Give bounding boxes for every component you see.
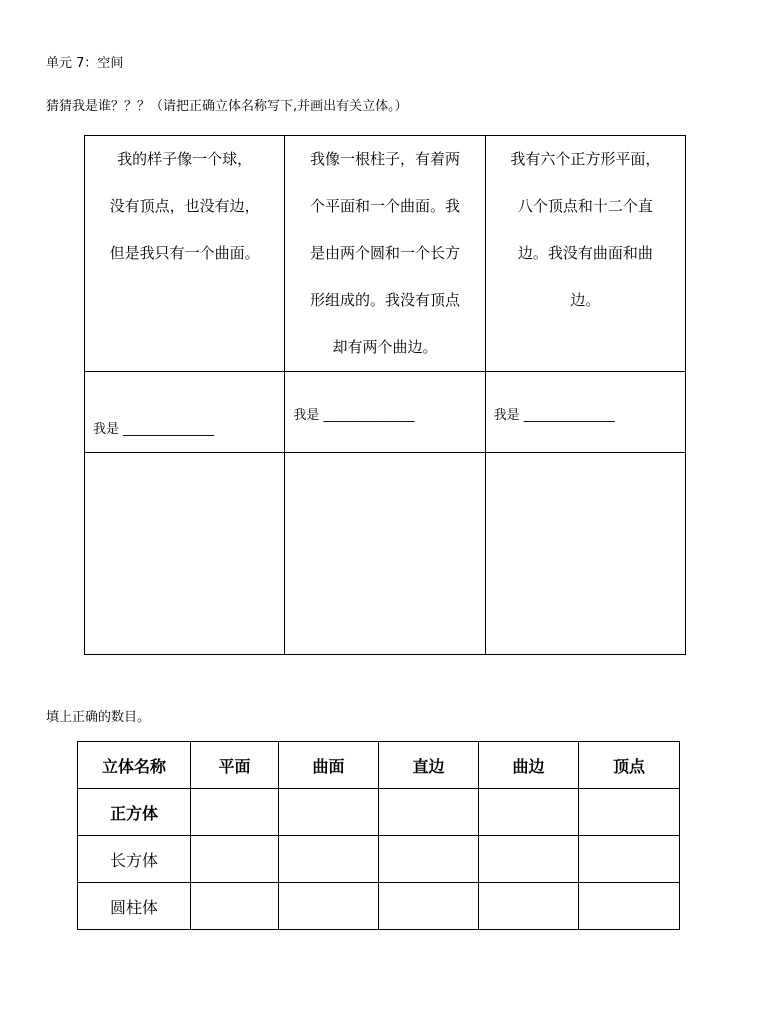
answer-cell[interactable] bbox=[579, 789, 680, 836]
answer-row bbox=[85, 372, 686, 453]
riddle-clue-3 bbox=[485, 136, 685, 372]
shape-name-cube: 正方体 bbox=[78, 789, 191, 836]
clue-line: 八个顶点和十二个直 bbox=[517, 197, 653, 215]
riddle-table bbox=[84, 135, 686, 655]
answer-cell[interactable] bbox=[279, 836, 379, 883]
answer-prompt: 我是 ______________ bbox=[493, 408, 615, 423]
answer-cell[interactable] bbox=[579, 883, 680, 930]
answer-prompt: 我是 ______________ bbox=[293, 408, 415, 423]
header-flat-faces: 平面 bbox=[191, 742, 279, 789]
answer-cell[interactable] bbox=[279, 789, 379, 836]
answer-cell[interactable] bbox=[479, 836, 579, 883]
answer-cell[interactable] bbox=[479, 789, 579, 836]
count-header-row bbox=[78, 742, 680, 789]
table-row bbox=[78, 883, 680, 930]
count-table bbox=[77, 741, 680, 930]
drawing-area-3[interactable] bbox=[485, 453, 685, 655]
clue-line: 是由两个圆和一个长方 bbox=[309, 244, 460, 262]
unit-title: 单元 7：空间 bbox=[46, 56, 124, 71]
riddle-instructions: 猜猜我是谁？？？（请把正确立体名称写下,并画出有关立体。） bbox=[46, 99, 408, 114]
answer-cell-3[interactable] bbox=[485, 372, 685, 453]
header-curved-edges: 曲边 bbox=[479, 742, 579, 789]
clue-line: 没有顶点，也没有边， bbox=[109, 197, 260, 215]
answer-cell[interactable] bbox=[191, 883, 279, 930]
answer-cell[interactable] bbox=[479, 883, 579, 930]
clue-line: 但是我只有一个曲面。 bbox=[109, 244, 260, 262]
answer-cell-2[interactable] bbox=[285, 372, 485, 453]
answer-cell[interactable] bbox=[279, 883, 379, 930]
clue-line: 形组成的。我没有顶点 bbox=[309, 291, 460, 309]
table-row bbox=[78, 836, 680, 883]
answer-cell[interactable] bbox=[379, 836, 479, 883]
header-curved-faces: 曲面 bbox=[279, 742, 379, 789]
clue-line: 边。 bbox=[570, 291, 601, 309]
shape-name-cuboid: 长方体 bbox=[78, 836, 191, 883]
clue-line: 却有两个曲边。 bbox=[332, 338, 438, 356]
riddle-clue-2 bbox=[285, 136, 485, 372]
answer-cell[interactable] bbox=[379, 789, 479, 836]
clue-line: 我有六个正方形平面， bbox=[510, 150, 661, 168]
answer-cell-1[interactable] bbox=[85, 372, 285, 453]
answer-cell[interactable] bbox=[579, 836, 680, 883]
count-instructions: 填上正确的数目。 bbox=[46, 710, 151, 725]
answer-prompt: 我是 ______________ bbox=[93, 422, 215, 437]
drawing-area-1[interactable] bbox=[85, 453, 285, 655]
clue-line: 边。我没有曲面和曲 bbox=[517, 244, 653, 262]
clue-line: 我的样子像一个球， bbox=[117, 150, 253, 168]
riddle-clue-1 bbox=[85, 136, 285, 372]
shape-name-cylinder: 圆柱体 bbox=[78, 883, 191, 930]
answer-cell[interactable] bbox=[379, 883, 479, 930]
drawing-row bbox=[85, 453, 686, 655]
header-shape-name: 立体名称 bbox=[78, 742, 191, 789]
clue-line: 我像一根柱子，有着两 bbox=[309, 150, 460, 168]
clue-row bbox=[85, 136, 686, 372]
table-row bbox=[78, 789, 680, 836]
drawing-area-2[interactable] bbox=[285, 453, 485, 655]
header-vertices: 顶点 bbox=[579, 742, 680, 789]
answer-cell[interactable] bbox=[191, 836, 279, 883]
clue-line: 个平面和一个曲面。我 bbox=[309, 197, 460, 215]
header-straight-edges: 直边 bbox=[379, 742, 479, 789]
answer-cell[interactable] bbox=[191, 789, 279, 836]
